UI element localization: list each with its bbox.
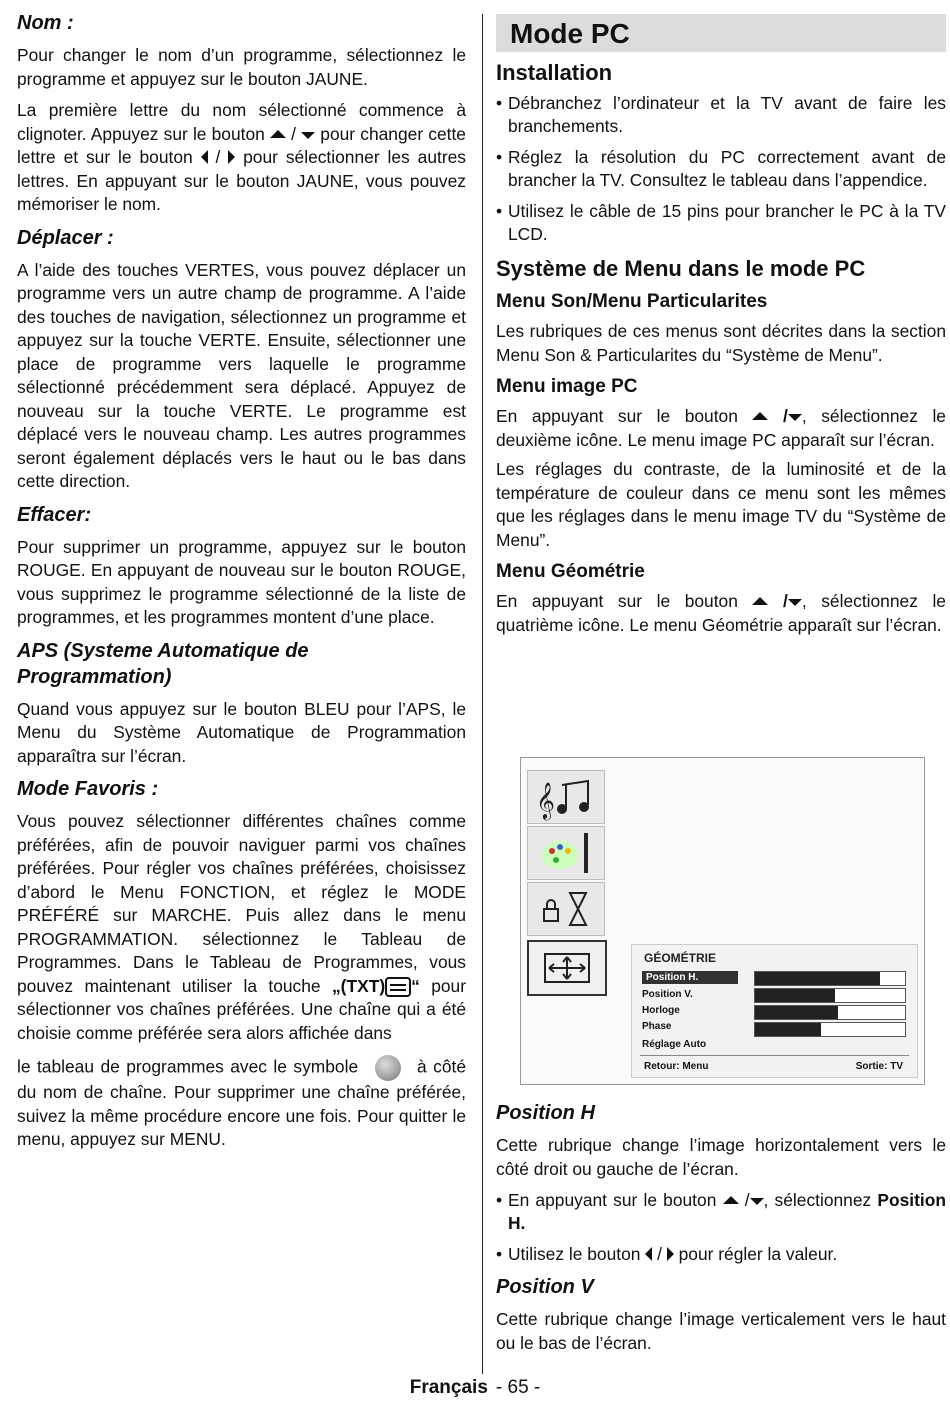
- level-bar-position-v[interactable]: [754, 988, 906, 1003]
- right-column-lower: [496, 1100, 946, 1355]
- smiley-icon: [375, 1055, 401, 1081]
- menu-item-horloge[interactable]: Horloge: [642, 1005, 680, 1016]
- heading-installation: Installation: [496, 60, 613, 85]
- arrow-down-icon: [788, 414, 802, 421]
- menu-item-reglage-auto[interactable]: Réglage Auto: [642, 1039, 707, 1050]
- menu-item-position-h[interactable]: Position H.: [642, 971, 738, 984]
- nom-text-c: pour sélectionner les autres lettres. En appuyant sur le bouton JAUNE, vous pouvez mémoriser le nom.: [17, 147, 466, 214]
- menu-item-phase[interactable]: Phase: [642, 1021, 672, 1032]
- level-fill: [755, 1006, 838, 1019]
- svg-text:𝄞: 𝄞: [536, 781, 555, 819]
- back-hint: Retour: Menu: [644, 1061, 709, 1072]
- heading-menu-geometrie: Menu Géométrie: [496, 561, 645, 582]
- posh-b2-text-a: Utilisez le bouton: [508, 1244, 641, 1264]
- geo-text-a: En appuyant sur le bouton: [496, 591, 738, 611]
- geometry-panel-title: GÉOMÉTRIE: [644, 951, 717, 965]
- install-bullet-2: • Réglez la résolution du PC correctement avant de brancher la TV. Consultez le tableau dans l’appendice.: [496, 146, 946, 192]
- heading-favoris: Mode Favoris :: [17, 778, 159, 800]
- posh-bullet-1: • En appuyant sur le bouton / , sélectionnez Position H.: [496, 1189, 946, 1235]
- favoris-text-1: Vous pouvez sélectionner différentes chaînes comme préférées, afin de pouvoir naviguer parmi vos chaînes préférées. Pour régler vos chaînes préférées, choisissez d’abord le Menu FONCTION, et réglez le MODE PRÉFÉRÉ sur MARCHE. Puis allez dans le menu PROGRAMMATION. sélectionnez le Tableau de Programmes. Dans le Tableau de Programmes, vous pouvez maintenant utiliser la touche: [17, 811, 466, 996]
- posh-b1-text-c: Position H.: [508, 1190, 946, 1233]
- posh-b1-text-b: , sélectionnez: [763, 1190, 872, 1210]
- arrow-up-icon: [752, 597, 768, 605]
- footer-language: Français: [409, 1377, 488, 1398]
- posv-paragraph: Cette rubrique change l’image verticalement vers le haut ou le bas de l’écran.: [496, 1309, 946, 1353]
- image-paragraph-2: Les réglages du contraste, de la luminosité et de la température de couleur dans ce menu sont les mêmes que les réglages dans le menu image TV du “Système de Menu”.: [496, 459, 946, 550]
- left-column: [17, 10, 466, 1152]
- column-divider: [482, 14, 483, 1374]
- heading-menu-son: Menu Son/Menu Particularites: [496, 291, 768, 312]
- teletext-icon: [385, 977, 411, 997]
- heading-effacer: Effacer:: [17, 503, 92, 526]
- txt-key-label: „(TXT): [331, 975, 386, 996]
- aps-paragraph: Quand vous appuyez sur le bouton BLEU pour l’APS, le Menu du Système Automatique de Programmation apparaîtra sur l’écran.: [17, 698, 466, 766]
- heading-aps: APS (Systeme Automatique de Programmation): [17, 639, 309, 688]
- posh-b1-text-a: En appuyant sur le bouton: [508, 1190, 717, 1210]
- heading-deplacer: Déplacer :: [17, 226, 114, 249]
- install-bullet-3: • Utilisez le câble de 15 pins pour brancher le PC à la TV LCD.: [496, 200, 946, 246]
- favoris-text-4: à côté du nom de chaîne. Pour supprimer une chaîne préférée, suivez la même procédure encore une fois. Pour quitter le menu, appuyez sur MENU.: [17, 1056, 467, 1149]
- heading-nom: Nom :: [17, 12, 74, 34]
- effacer-paragraph: Pour supprimer un programme, appuyez sur le bouton ROUGE. En appuyant de nouveau sur le bouton ROUGE, vous supprimez le programme sélectionné de la liste de programmes, et les programmes montent d’une place.: [17, 536, 466, 627]
- section-banner: Mode PC: [496, 14, 946, 52]
- level-bar-horloge[interactable]: [754, 1005, 906, 1020]
- posh-paragraph: Cette rubrique change l’image horizontalement vers le côté droit ou gauche de l’écran.: [496, 1135, 946, 1179]
- right-column: [496, 14, 946, 637]
- arrow-down-icon: [301, 132, 315, 139]
- page-number: - 65 -: [495, 1377, 541, 1398]
- nom-paragraph-1: Pour changer le nom d’un programme, sélectionnez le programme et appuyez sur le bouton JAUNE.: [17, 45, 466, 89]
- sound-menu-icon: [527, 770, 605, 824]
- heading-position-v: Position V: [496, 1276, 594, 1298]
- level-bar-phase[interactable]: [754, 1022, 906, 1037]
- install-bullet-1: • Débranchez l’ordinateur et la TV avant de faire les branchements.: [496, 92, 946, 138]
- level-fill: [755, 972, 880, 985]
- level-fill: [755, 1023, 821, 1036]
- favoris-text-2: pour sélectionner vos chaînes préférées. Une chaîne qui a été choisie comme préférée sera alors affichée dans: [17, 975, 466, 1043]
- favoris-paragraph-2: [17, 1055, 466, 1152]
- heading-systeme-menu: Système de Menu dans le mode PC: [496, 256, 866, 281]
- geo-text-b: , sélectionnez le quatrième icône. Le menu Géométrie apparaît sur l’écran.: [496, 591, 946, 635]
- image-text-a: En appuyant sur le bouton: [496, 406, 738, 426]
- arrow-down-icon: [788, 599, 802, 606]
- exit-hint: Sortie: TV: [855, 1061, 903, 1072]
- picture-menu-icon: [527, 826, 605, 880]
- heading-position-h: Position H: [496, 1102, 595, 1124]
- arrow-up-icon: [752, 412, 768, 420]
- geometry-menu-screenshot: [520, 757, 925, 1085]
- image-paragraph-1: En appuyant sur le bouton / , sélectionnez le deuxième icône. Le menu image PC apparaît sur l’écran.: [496, 406, 946, 450]
- nom-text-b: pour changer cette lettre et sur le bouton: [17, 123, 466, 167]
- heading-menu-image: Menu image PC: [496, 376, 638, 397]
- arrow-right-icon: [667, 1247, 674, 1261]
- arrow-up-icon: [270, 130, 286, 138]
- posh-bullet-2: • Utilisez le bouton / pour régler la valeur.: [496, 1243, 946, 1266]
- txt-key-close: “: [411, 975, 420, 996]
- deplacer-paragraph: A l’aide des touches VERTES, vous pouvez déplacer un programme vers un autre champ de programme. A l’aide des touches de navigation, sélectionnez un programme et appuyez sur la touche VERTE. Ensuite, sélectionner une place de programme vers laquelle le programme sélectionné précédemment sera déplacé. Appuyez de nouveau sur la touche VERTE. Le programme est déplacé vers le nouveau champ. Les autres programmes seront également déplacés vers le haut ou le bas dans cette direction.: [17, 259, 466, 491]
- feature-menu-icon: [527, 882, 605, 936]
- menu-item-position-v[interactable]: Position V.: [642, 989, 693, 1000]
- favoris-paragraph: [17, 810, 466, 1045]
- arrow-down-icon: [750, 1198, 764, 1205]
- posh-b2-text-b: pour régler la valeur.: [678, 1244, 838, 1264]
- nom-text-a: La première lettre du nom sélectionné commence à clignoter. Appuyez sur le bouton: [17, 100, 466, 144]
- arrow-left-icon: [201, 150, 208, 164]
- level-bar-position-h[interactable]: [754, 971, 906, 986]
- page-footer: [0, 1377, 950, 1399]
- arrow-up-icon: [723, 1196, 739, 1204]
- level-fill: [755, 989, 835, 1002]
- geo-paragraph: En appuyant sur le bouton / , sélectionnez le quatrième icône. Le menu Géométrie apparaît sur l’écran.: [496, 591, 946, 635]
- nom-paragraph-2: La première lettre du nom sélectionné commence à clignoter. Appuyez sur le bouton / pour changer cette lettre et sur le bouton / pour sélectionner les autres lettres. En appuyant sur le bouton JAUNE, vous pouvez mémoriser le nom.: [17, 100, 466, 214]
- arrow-right-icon: [228, 150, 235, 164]
- favoris-text-3: le tableau de programmes avec le symbole: [17, 1056, 359, 1077]
- image-text-b: , sélectionnez le deuxième icône. Le menu image PC apparaît sur l’écran.: [496, 406, 946, 450]
- geometry-menu-icon: [527, 940, 607, 996]
- son-paragraph: Les rubriques de ces menus sont décrites dans la section Menu Son & Particularites du “Système de Menu”.: [496, 321, 946, 365]
- arrow-left-icon: [645, 1247, 652, 1261]
- geometry-panel: [631, 944, 918, 1078]
